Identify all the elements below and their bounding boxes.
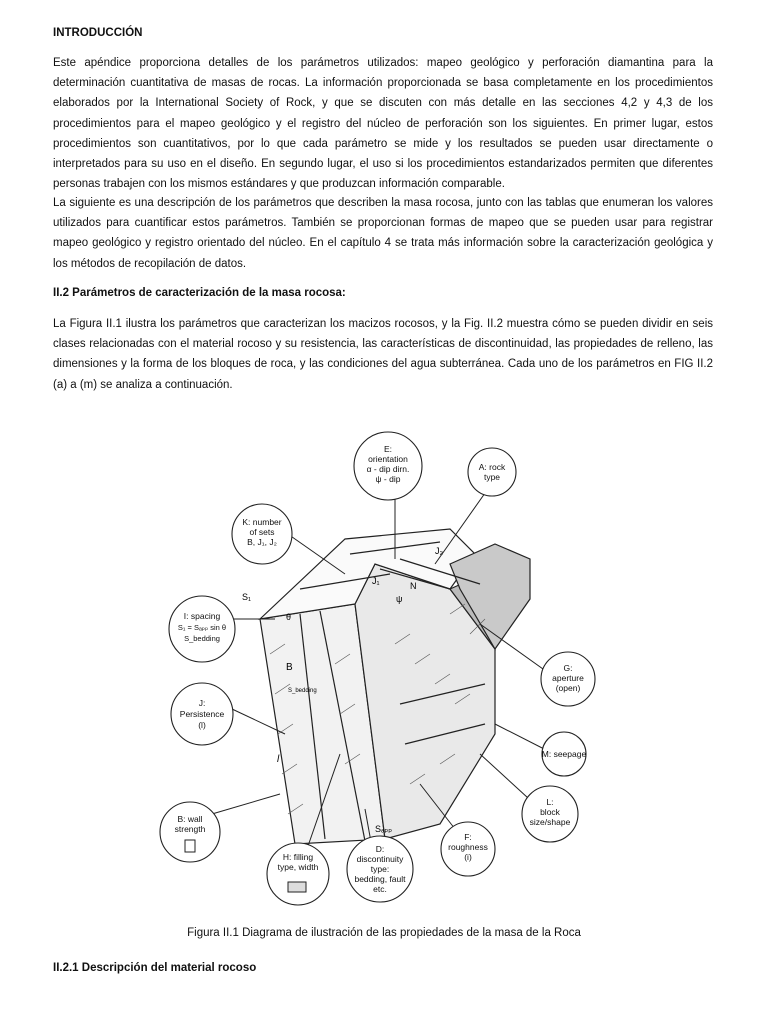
- mark-Sapp: Sₐₚₚ: [375, 824, 393, 834]
- label-K-3: B, J₁, J₂: [247, 537, 277, 547]
- label-G-2: aperture: [552, 673, 584, 683]
- label-F-1: F:: [464, 832, 472, 842]
- label-G-1: G:: [563, 663, 573, 673]
- label-A-2: type: [483, 472, 501, 482]
- label-H-1: H: filling: [282, 852, 314, 862]
- section-2-paragraph: La Figura II.1 ilustra los parámetros que caracterizan los macizos rocosos, y la Fig. II.2 muestra cómo se pueden dividir en seis clases relacionadas con el material rocoso y su resistencia, las características de discontinuidad, las propiedades de relleno, las dimensiones y la forma de los bloques de roca, y las condiciones del agua subterránea. Cada uno de los parámetros en FIG II.2 (a) a (m) se analiza a continuación.: [53, 318, 713, 391]
- label-J-1: J:: [198, 698, 206, 708]
- rock-mass-diagram: [150, 424, 620, 914]
- label-F-2: roughness: [448, 842, 488, 852]
- figure-caption: Figura II.1 Diagrama de ilustración de las propiedades de la masa de la Roca: [187, 927, 581, 939]
- wall-strength-hammer-icon: [185, 840, 195, 852]
- label-D-5: etc.: [373, 884, 387, 894]
- label-L-1: L:: [546, 797, 554, 807]
- intro-heading: INTRODUCCIÓN: [53, 27, 143, 39]
- label-I-3: S_bedding: [184, 634, 220, 643]
- mark-B: B: [286, 662, 293, 673]
- label-E-1: E:: [383, 444, 393, 454]
- label-Bw-1: B: wall: [177, 814, 203, 824]
- label-K-1: K: number: [242, 517, 282, 527]
- label-K-2: of sets: [249, 527, 275, 537]
- mark-N: N: [410, 581, 417, 591]
- label-L-3: size/shape: [529, 817, 571, 827]
- label-J-3: (l): [198, 720, 206, 730]
- label-D-4: bedding, fault: [354, 874, 406, 884]
- mark-theta: θ: [286, 612, 292, 622]
- mark-S1: S₁: [242, 592, 252, 602]
- label-E-3: α - dip dirn.: [366, 464, 410, 474]
- label-M-1: M: seepage: [541, 749, 587, 759]
- label-G-3: (open): [555, 683, 581, 693]
- mark-Sbedding: S_bedding: [288, 688, 317, 694]
- label-A-1: A: rock: [478, 462, 506, 472]
- intro-paragraph-1: Este apéndice proporciona detalles de los parámetros utilizados: mapeo geológico y perforación diamantina para la determinación cuantitativa de masas de rocas. La información proporcionada se basa completamente en los procedimientos elaborados por la International Society of Rock, y que se discuten con más detalle en las secciones 4,2 y 4,3 de los procedimientos para el mapeo geológico y el registro del núcleo de perforación son los siguientes. En primer lugar, estos procedimientos son cuantitativos, por lo que cada parámetro se mide y los resultados se pueden usar directamente o interpretados para su uso en el diseño. En segundo lugar, el uso si los procedimientos estandarizados permiten que diferentes personas trabajen con los mismos estándares y que produzcan información comparable.: [53, 57, 713, 191]
- label-D-1: D:: [375, 844, 385, 854]
- label-D-2: discontinuity: [356, 854, 404, 864]
- mark-J1: J₁: [372, 576, 380, 586]
- mark-l-left: l: [277, 754, 280, 765]
- label-J-2: Persistence: [179, 709, 225, 719]
- label-H-2: type, width: [277, 862, 319, 872]
- label-I-2: S₁ = Sₐₚₚ sin θ: [177, 623, 227, 632]
- label-Bw-2: strength: [174, 824, 206, 834]
- mark-psi: ψ: [396, 594, 403, 604]
- label-L-2: block: [540, 807, 560, 817]
- label-E-2: orientation: [368, 454, 408, 464]
- label-E-4: ψ - dip: [375, 474, 401, 484]
- section-2-1-heading: II.2.1 Descripción del material rocoso: [53, 962, 257, 974]
- label-I-1: I: spacing: [183, 611, 221, 621]
- intro-paragraph-2: La siguiente es una descripción de los parámetros que describen la masa rocosa, junto con las tablas que enumeran los valores utilizados para cuantificar estos parámetros. También se proporcionan formas de mapeo que se pueden usar para registrar mapeo geológico y registro orientado del núcleo. En el capítulo 4 se trata más información sobre la caracterización geológica y los métodos de recopilación de datos.: [53, 197, 713, 270]
- label-D-3: type:: [370, 864, 390, 874]
- filling-sample-icon: [288, 882, 306, 892]
- section-2-heading: II.2 Parámetros de caracterización de la masa rocosa:: [53, 287, 346, 299]
- mark-J2: J₂: [435, 546, 443, 556]
- label-F-3: (i): [464, 852, 472, 862]
